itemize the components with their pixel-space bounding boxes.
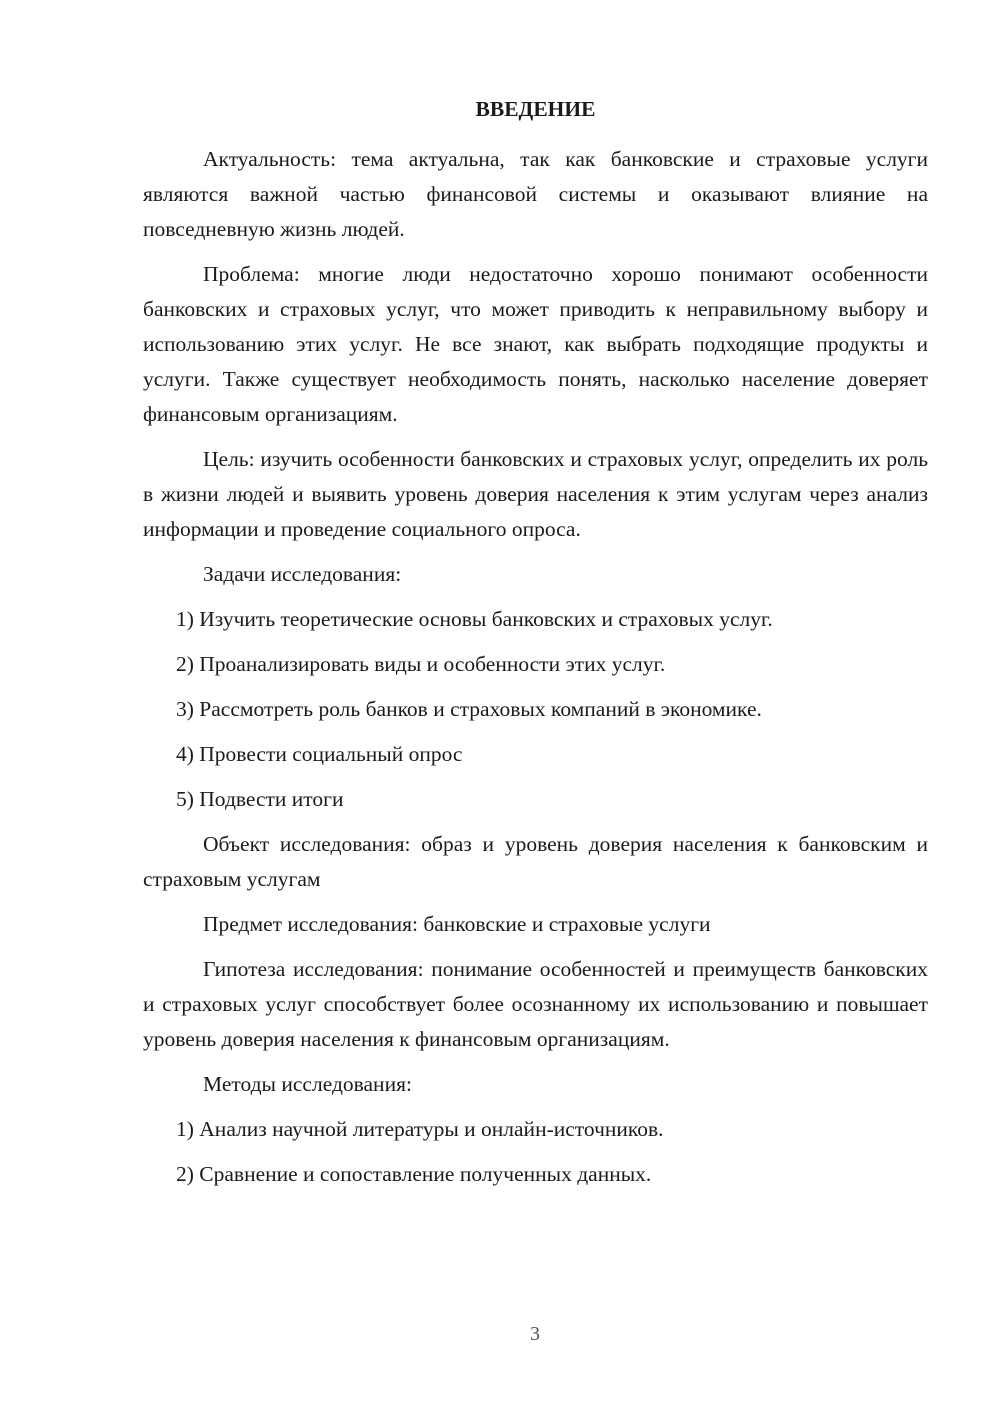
document-page — [143, 92, 928, 1202]
task-item: 1) Изучить теоретические основы банковских и страховых услуг. — [176, 607, 773, 631]
method-item: 2) Сравнение и сопоставление полученных данных. — [176, 1162, 652, 1186]
method-item: 1) Анализ научной литературы и онлайн-источников. — [176, 1117, 664, 1141]
methods-list — [143, 1112, 928, 1192]
problem-paragraph: Проблема: многие люди недостаточно хорошо понимают особенности банковских и страховых услуг, что может приводить к неправильному выбору и использованию этих услуг. Не все знают, как выбрать подходящие продукты и услуги. Также существует необходимость понять, насколько население доверяет финансовым организациям. — [143, 262, 928, 426]
object-paragraph: Объект исследования: образ и уровень доверия населения к банковским и страховым услугам — [143, 832, 928, 891]
task-item: 4) Провести социальный опрос — [176, 742, 463, 766]
tasks-list — [143, 602, 928, 817]
task-item: 5) Подвести итоги — [176, 787, 344, 811]
task-item: 3) Рассмотреть роль банков и страховых компаний в экономике. — [176, 697, 762, 721]
page-number: 3 — [530, 1323, 540, 1345]
methods-heading: Методы исследования: — [203, 1072, 412, 1096]
section-title: ВВЕДЕНИЕ — [475, 97, 596, 121]
goal-paragraph: Цель: изучить особенности банковских и страховых услуг, определить их роль в жизни людей и выявить уровень доверия населения к этим услугам через анализ информации и проведение социального опроса. — [143, 447, 928, 541]
hypothesis-paragraph: Гипотеза исследования: понимание особенностей и преимуществ банковских и страховых услуг способствует более осознанному их использованию и повышает уровень доверия населения к финансовым организациям. — [143, 957, 928, 1051]
subject-paragraph: Предмет исследования: банковские и страховые услуги — [203, 912, 711, 936]
relevance-paragraph: Актуальность: тема актуальна, так как банковские и страховые услуги являются важной частью финансовой системы и оказывают влияние на повседневную жизнь людей. — [143, 147, 928, 241]
task-item: 2) Проанализировать виды и особенности этих услуг. — [176, 652, 666, 676]
tasks-heading: Задачи исследования: — [203, 562, 402, 586]
